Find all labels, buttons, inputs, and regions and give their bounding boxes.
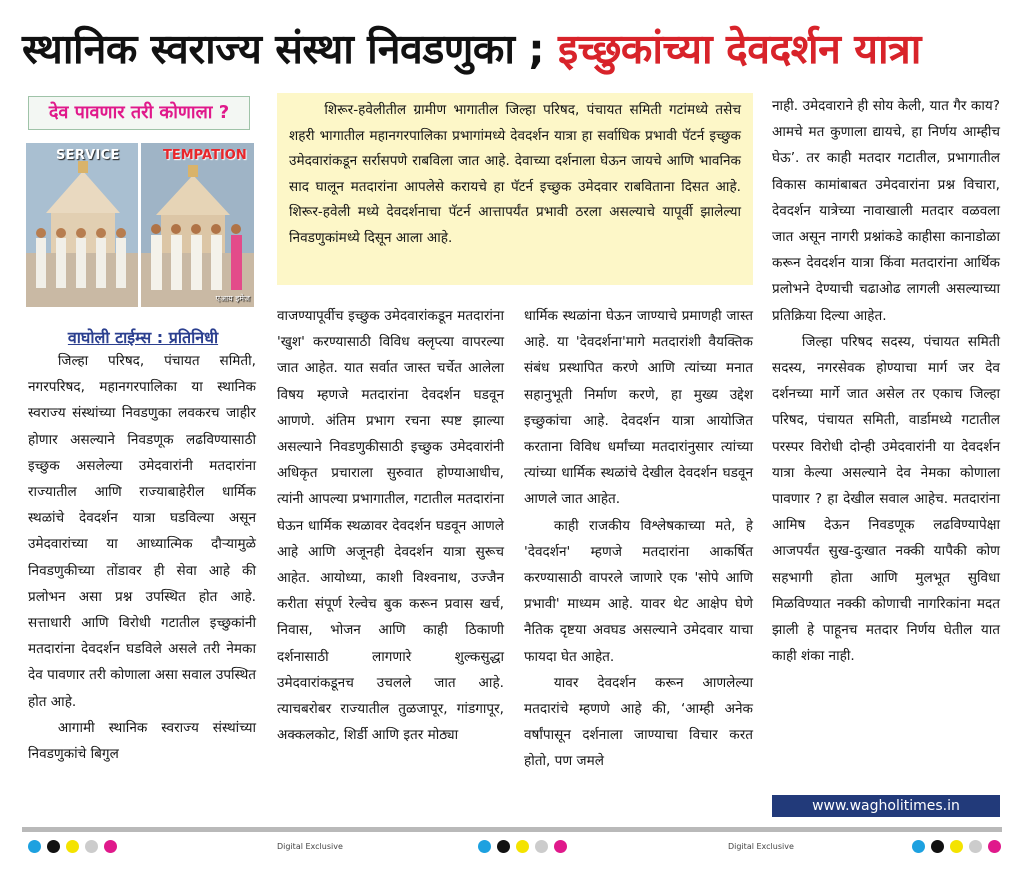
site-url-badge[interactable]: www.wagholitimes.in — [772, 795, 1000, 817]
registration-dot — [104, 840, 117, 853]
column-4-paragraph-2: जिल्हा परिषद सदस्य, पंचायत समिती सदस्य, नगरसेवक होण्याचा मार्ग जर देव दर्शनच्या मार्गे जात असेल तर एकाच जिल्हा परिषद, पंचायत समिती, वार्डामध्ये गटातील परस्पर विरोधी दोन्ही उमेदवारांनी या देवदर्शन यात्रा केल्या असल्याने देव नेमका कोणाला पावणार ? हा देखील सवाल आहेच. मतदारांना आमिष देऊन निवडणूक लढविण्यापेक्षा आजपर्यंत सुख-दुःखात नक्की यापैकी कोण सहभागी होता आणि मुलभूत सुविधा मिळविण्यात नक्की कोणाची नागरिकांना मदत झाली हे पाहूनच मतदार निर्णय घेतील यात काही शंका नाही. — [772, 333, 1000, 665]
registration-dot — [554, 840, 567, 853]
column-3-paragraph-3: यावर देवदर्शन करून आणलेल्या मतदारांचे म्हणणे आहे की, ‘आम्ही अनेक वर्षांपासून दर्शनाला जाण्याचा विचार करत होतो, पण जमले — [524, 674, 753, 770]
registration-dot — [950, 840, 963, 853]
headline-part-2: इच्छुकांच्या देवदर्शन यात्रा — [557, 25, 921, 73]
headline — [22, 18, 1012, 80]
side-header: देव पावणार तरी कोणाला ? — [28, 96, 250, 130]
column-1-paragraph-1: जिल्हा परिषद, पंचायत समिती, नगरपरिषद, महानगरपालिका या स्थानिक स्वराज्य संस्थांच्या निवडणुका लवकरच जाहीर होणार असल्याने निवडणूक लढविण्यासाठी इच्छुक असलेल्या उमेदवारांनी मतदारांना राज्यातील आणि राज्याबाहेरील धार्मिक स्थळांचे देवदर्शन यात्रा घडविल्या असून उमेदवारांच्या या आध्यात्मिक दौऱ्यामुळे निवडणुकीच्या तोंडावर ही सेवा आहे की प्रलोभन असा प्रश्न उपस्थित होत आहे. सत्ताधारी आणि विरोधी गटातील इच्छुकांनी मतदारांना देवदर्शन घडविले असले तरी नेमका देव पावणार तरी कोणाला असा सवाल उपस्थित होत आहे. — [28, 353, 257, 710]
photo-label-temptation: TEMPATION — [163, 148, 247, 163]
registration-dot — [66, 840, 79, 853]
news-photo — [26, 143, 254, 307]
registration-dot — [478, 840, 491, 853]
registration-dot — [931, 840, 944, 853]
registration-dot — [535, 840, 548, 853]
registration-dot — [47, 840, 60, 853]
column-2-paragraph-1: वाजण्यापूर्वीच इच्छुक उमेदवारांकडून मतदारांना 'खुश' करण्यासाठी विविध क्लृप्त्या वापरल्या जात आहेत. यात सर्वात जास्त चर्चेत आलेला विषय म्हणजे मतदारांना देवदर्शन घडवून आणणे. अंतिम प्रभाग रचना स्पष्ट झाल्या असल्याने निवडणुकीसाठी इच्छुक उमेदवारांनी अधिकृत प्रचाराला सुरुवात होण्याआधीच, त्यांनी आपल्या प्रभागातील, गटातील मतदारांना घेऊन धार्मिक स्थळावर देवदर्शन घडवून आणले आहे आणि अजूनही देवदर्शन यात्रा सुरूच आहेत. आयोध्या, काशी विश्वनाथ, उज्जैन करीता संपूर्ण रेल्वेच बुक करून प्रवास खर्च, निवास, भोजन आणि काही ठिकाणी दर्शनासाठी लागणारे शुल्कसुद्धा उमेदवारांकडूनच उचलले जात आहे. त्याचबरोबर राज्यातील तुळजापूर, गांडगापूर, अक्कलकोट, शिर्डी आणि इतर मोठ्या — [277, 308, 504, 744]
registration-dots-left — [28, 840, 117, 854]
column-3-paragraph-1: धार्मिक स्थळांना घेऊन जाण्याचे प्रमाणही जास्त आहे. या 'देवदर्शना'मागे मतदारांशी वैयक्तिक संबंध प्रस्थापित करणे आणि त्यांच्या मनात सहानुभूती निर्माण करणे, हा मुख्य उद्देश इच्छुकांचा आहे. देवदर्शन यात्रा आयोजित करताना विविध धर्मांच्या मतदारांनुसार त्यांच्या त्यांच्या धार्मिक स्थळांचे देखील देवदर्शन घडवून आणले जात आहेत. — [524, 308, 753, 508]
column-2 — [277, 303, 504, 748]
headline-part-1: स्थानिक स्वराज्य संस्था निवडणुका — [22, 25, 515, 73]
photo-credit: एआय इमेज — [215, 294, 250, 303]
intro-box — [277, 93, 753, 285]
registration-dot — [969, 840, 982, 853]
registration-dots-center — [478, 840, 567, 854]
registration-dot — [988, 840, 1001, 853]
registration-dot — [912, 840, 925, 853]
photo-label-service: SERVICE — [56, 148, 120, 163]
column-4 — [772, 93, 1000, 669]
registration-dot — [28, 840, 41, 853]
registration-dot — [516, 840, 529, 853]
photo-illustration — [26, 143, 254, 307]
registration-dot — [497, 840, 510, 853]
registration-dots-right — [912, 840, 1001, 854]
registration-dot — [85, 840, 98, 853]
footer-rule — [22, 827, 1002, 832]
byline: वाघोली टाईम्स : प्रतिनिधी — [67, 328, 219, 347]
intro-text: शिरूर-हवेलीतील ग्रामीण भागातील जिल्हा परिषद, पंचायत समिती गटांमध्ये तसेच शहरी भागातील महानगरपालिका प्रभागांमध्ये देवदर्शन यात्रा हा सर्वाधिक प्रभावी पॅटर्न इच्छुक उमेदवारांकडून सर्रासपणे राबविला जात आहे. देवाच्या दर्शनाला घेऊन जायचे आणि भावनिक साद घालून मतदारांना आपलेसे करायचे हा पॅटर्न इच्छुक उमेदवार राबविताना दिसत आहे. शिरूर-हवेली मध्ये देवदर्शनाचा पॅटर्न आत्तापर्यंत प्रभावी ठरला असल्याचे यापूर्वी झालेल्या निवडणुकांमध्ये दिसून आला आहे. — [289, 102, 741, 246]
footer-label-left: Digital Exclusive — [277, 842, 343, 851]
column-3-paragraph-2: काही राजकीय विश्लेषकाच्या मते, हे 'देवदर्शन' म्हणजे मतदारांना आकर्षित करण्यासाठी वापरले जाणारे एक 'सोपे आणि प्रभावी' माध्यम आहे. यावर थेट आक्षेप घेणे नैतिक दृष्टया अवघड असल्याने उमेदवार याचा फायदा घेत आहेत. — [524, 517, 753, 665]
column-1 — [28, 348, 256, 767]
headline-separator: ; — [514, 25, 558, 73]
footer-label-right: Digital Exclusive — [728, 842, 794, 851]
column-4-paragraph-1: नाही. उमेदवाराने ही सोय केली, यात गैर काय? आमचे मत कुणाला द्यायचे, हा निर्णय आम्हीच घेऊ’. तर काही मतदार गटातील, प्रभागातील विकास कामांबाबत उमेदवारांना प्रश्न विचारा, देवदर्शन यात्रेच्या नावाखाली मतदार वळवला जात असून नागरी प्रश्नांकडे काहीसा कानाडोळा करून देवदर्शन यात्रा किंवा मतदारांना आर्थिक प्रलोभने देण्याची चढाओढ लागली असल्याच्या प्रतिक्रिया दिल्या आहेत. — [772, 98, 1000, 324]
column-3 — [524, 303, 753, 775]
column-1-paragraph-2: आगामी स्थानिक स्वराज्य संस्थांच्या निवडणुकांचे बिगुल — [28, 719, 256, 763]
